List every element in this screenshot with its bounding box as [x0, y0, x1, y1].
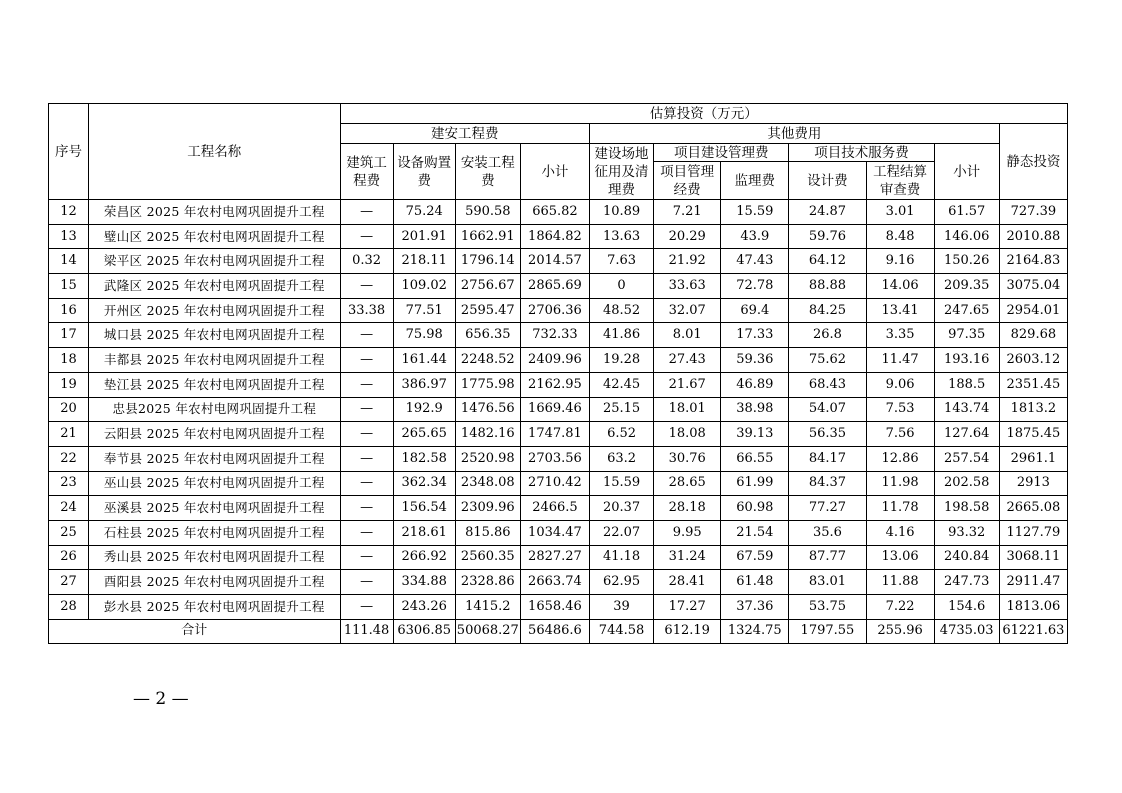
row-value-cell: 1669.46	[520, 397, 589, 422]
row-value-cell: —	[340, 545, 393, 570]
row-value-cell: —	[340, 422, 393, 447]
row-seq-cell: 16	[49, 298, 89, 323]
row-value-cell: —	[340, 520, 393, 545]
row-seq-cell: 22	[49, 446, 89, 471]
row-value-cell: 66.55	[721, 446, 789, 471]
table-row	[49, 323, 1068, 348]
row-value-cell: 9.06	[866, 372, 934, 397]
header-tech-group: 项目技术服务费	[789, 144, 934, 162]
row-value-cell: 17.27	[654, 595, 721, 620]
row-value-cell: 64.12	[789, 249, 866, 274]
table-row	[49, 372, 1068, 397]
row-value-cell: 150.26	[934, 249, 999, 274]
row-value-cell: 9.95	[654, 520, 721, 545]
page-number: — 2 —	[133, 689, 189, 709]
row-value-cell: 97.35	[934, 323, 999, 348]
row-value-cell: 18.01	[654, 397, 721, 422]
header-estimate: 估算投资（万元）	[340, 104, 1067, 124]
row-value-cell: 156.54	[393, 496, 455, 521]
header-building-fee: 建筑工程费	[340, 144, 393, 200]
row-project-name-cell: 垫江县 2025 年农村电网巩固提升工程	[89, 372, 340, 397]
row-seq-cell: 23	[49, 471, 89, 496]
row-value-cell: 54.07	[789, 397, 866, 422]
row-value-cell: 72.78	[721, 274, 789, 299]
row-value-cell: 732.33	[520, 323, 589, 348]
row-value-cell: 2663.74	[520, 570, 589, 595]
row-value-cell: 656.35	[455, 323, 520, 348]
table-row	[49, 397, 1068, 422]
row-value-cell: 11.98	[866, 471, 934, 496]
row-seq-cell: 20	[49, 397, 89, 422]
row-seq-cell: 14	[49, 249, 89, 274]
total-value-cell: 56486.6	[520, 619, 589, 643]
row-value-cell: 7.21	[654, 200, 721, 225]
row-project-name-cell: 秀山县 2025 年农村电网巩固提升工程	[89, 545, 340, 570]
row-value-cell: 61.99	[721, 471, 789, 496]
row-value-cell: 2309.96	[455, 496, 520, 521]
total-value-cell: 612.19	[654, 619, 721, 643]
header-land-fee: 建设场地征用及清理费	[590, 144, 654, 200]
row-value-cell: 2010.88	[999, 224, 1067, 249]
row-value-cell: 2954.01	[999, 298, 1067, 323]
row-seq-cell: 19	[49, 372, 89, 397]
row-project-name-cell: 丰都县 2025 年农村电网巩固提升工程	[89, 348, 340, 373]
row-value-cell: 815.86	[455, 520, 520, 545]
row-value-cell: 218.11	[393, 249, 455, 274]
header-static-investment: 静态投资	[999, 124, 1067, 200]
table-row	[49, 545, 1068, 570]
row-project-name-cell: 巫溪县 2025 年农村电网巩固提升工程	[89, 496, 340, 521]
row-seq-cell: 21	[49, 422, 89, 447]
row-value-cell: 240.84	[934, 545, 999, 570]
row-value-cell: —	[340, 323, 393, 348]
row-value-cell: 28.41	[654, 570, 721, 595]
total-value-cell: 255.96	[866, 619, 934, 643]
row-value-cell: 83.01	[789, 570, 866, 595]
header-design-fee: 设计费	[789, 162, 866, 200]
row-value-cell: 1415.2	[455, 595, 520, 620]
row-value-cell: 209.35	[934, 274, 999, 299]
row-value-cell: 2665.08	[999, 496, 1067, 521]
row-value-cell: 30.76	[654, 446, 721, 471]
row-value-cell: 15.59	[721, 200, 789, 225]
row-value-cell: 665.82	[520, 200, 589, 225]
table-row	[49, 200, 1068, 225]
row-value-cell: 18.08	[654, 422, 721, 447]
table-row	[49, 298, 1068, 323]
row-value-cell: 24.87	[789, 200, 866, 225]
header-other-fees: 其他费用	[590, 124, 1000, 144]
row-value-cell: 109.02	[393, 274, 455, 299]
row-value-cell: 1813.06	[999, 595, 1067, 620]
row-value-cell: 11.47	[866, 348, 934, 373]
row-value-cell: 1482.16	[455, 422, 520, 447]
row-value-cell: 7.22	[866, 595, 934, 620]
table-header	[49, 104, 1068, 200]
row-value-cell: 38.98	[721, 397, 789, 422]
row-value-cell: 48.52	[590, 298, 654, 323]
row-seq-cell: 13	[49, 224, 89, 249]
row-value-cell: 46.89	[721, 372, 789, 397]
row-value-cell: 2328.86	[455, 570, 520, 595]
header-mgmt-group: 项目建设管理费	[654, 144, 789, 162]
row-value-cell: 2961.1	[999, 446, 1067, 471]
row-value-cell: 3.35	[866, 323, 934, 348]
row-value-cell: 43.9	[721, 224, 789, 249]
total-value-cell: 111.48	[340, 619, 393, 643]
table-row	[49, 570, 1068, 595]
row-project-name-cell: 武隆区 2025 年农村电网巩固提升工程	[89, 274, 340, 299]
row-value-cell: —	[340, 274, 393, 299]
row-value-cell: 0.32	[340, 249, 393, 274]
row-value-cell: 62.95	[590, 570, 654, 595]
row-value-cell: 1127.79	[999, 520, 1067, 545]
table-row	[49, 422, 1068, 447]
row-value-cell: 25.15	[590, 397, 654, 422]
row-value-cell: 35.6	[789, 520, 866, 545]
row-value-cell: 20.29	[654, 224, 721, 249]
table-row	[49, 595, 1068, 620]
row-value-cell: 247.73	[934, 570, 999, 595]
row-project-name-cell: 城口县 2025 年农村电网巩固提升工程	[89, 323, 340, 348]
table-row	[49, 471, 1068, 496]
row-project-name-cell: 巫山县 2025 年农村电网巩固提升工程	[89, 471, 340, 496]
row-value-cell: 9.16	[866, 249, 934, 274]
row-value-cell: 3.01	[866, 200, 934, 225]
row-project-name-cell: 酉阳县 2025 年农村电网巩固提升工程	[89, 570, 340, 595]
row-seq-cell: 18	[49, 348, 89, 373]
row-value-cell: 67.59	[721, 545, 789, 570]
header-subtotal-1: 小计	[520, 144, 589, 200]
row-value-cell: 3068.11	[999, 545, 1067, 570]
row-value-cell: 2913	[999, 471, 1067, 496]
row-value-cell: 41.86	[590, 323, 654, 348]
row-value-cell: 93.32	[934, 520, 999, 545]
row-value-cell: 14.06	[866, 274, 934, 299]
header-supervision-fee: 监理费	[721, 162, 789, 200]
row-value-cell: 31.24	[654, 545, 721, 570]
row-value-cell: 257.54	[934, 446, 999, 471]
row-seq-cell: 24	[49, 496, 89, 521]
row-value-cell: 590.58	[455, 200, 520, 225]
row-value-cell: —	[340, 446, 393, 471]
row-value-cell: 22.07	[590, 520, 654, 545]
table-total	[49, 619, 1068, 643]
row-value-cell: 28.65	[654, 471, 721, 496]
row-value-cell: 61.48	[721, 570, 789, 595]
header-project-mgmt-fee: 项目管理经费	[654, 162, 721, 200]
row-value-cell: 243.26	[393, 595, 455, 620]
row-value-cell: 77.51	[393, 298, 455, 323]
row-value-cell: —	[340, 397, 393, 422]
row-value-cell: 75.62	[789, 348, 866, 373]
row-value-cell: 4.16	[866, 520, 934, 545]
row-value-cell: —	[340, 372, 393, 397]
row-value-cell: 1864.82	[520, 224, 589, 249]
row-value-cell: 41.18	[590, 545, 654, 570]
header-install-fee: 安装工程费	[455, 144, 520, 200]
row-value-cell: 1875.45	[999, 422, 1067, 447]
row-value-cell: 1034.47	[520, 520, 589, 545]
row-value-cell: 198.58	[934, 496, 999, 521]
row-value-cell: 27.43	[654, 348, 721, 373]
row-value-cell: 2706.36	[520, 298, 589, 323]
row-value-cell: 146.06	[934, 224, 999, 249]
row-value-cell: 68.43	[789, 372, 866, 397]
row-value-cell: 218.61	[393, 520, 455, 545]
row-value-cell: 59.76	[789, 224, 866, 249]
row-value-cell: 17.33	[721, 323, 789, 348]
row-project-name-cell: 石柱县 2025 年农村电网巩固提升工程	[89, 520, 340, 545]
row-project-name-cell: 奉节县 2025 年农村电网巩固提升工程	[89, 446, 340, 471]
row-project-name-cell: 梁平区 2025 年农村电网巩固提升工程	[89, 249, 340, 274]
row-value-cell: —	[340, 570, 393, 595]
row-value-cell: 19.28	[590, 348, 654, 373]
row-value-cell: 61.57	[934, 200, 999, 225]
row-value-cell: —	[340, 200, 393, 225]
row-value-cell: 1658.46	[520, 595, 589, 620]
row-value-cell: 2710.42	[520, 471, 589, 496]
total-value-cell: 50068.27	[455, 619, 520, 643]
row-value-cell: 33.63	[654, 274, 721, 299]
row-value-cell: 39	[590, 595, 654, 620]
row-value-cell: 63.2	[590, 446, 654, 471]
row-value-cell: 8.48	[866, 224, 934, 249]
row-value-cell: 7.56	[866, 422, 934, 447]
row-project-name-cell: 云阳县 2025 年农村电网巩固提升工程	[89, 422, 340, 447]
row-value-cell: 7.63	[590, 249, 654, 274]
row-value-cell: 2348.08	[455, 471, 520, 496]
total-value-cell: 4735.03	[934, 619, 999, 643]
row-value-cell: 8.01	[654, 323, 721, 348]
row-value-cell: 75.98	[393, 323, 455, 348]
row-value-cell: 21.67	[654, 372, 721, 397]
header-construction-install: 建安工程费	[340, 124, 589, 144]
table-row	[49, 249, 1068, 274]
header-project-name: 工程名称	[89, 104, 340, 200]
row-value-cell: 1747.81	[520, 422, 589, 447]
table-row	[49, 520, 1068, 545]
table-row	[49, 496, 1068, 521]
row-value-cell: 2865.69	[520, 274, 589, 299]
row-value-cell: 829.68	[999, 323, 1067, 348]
header-seq: 序号	[49, 104, 89, 200]
total-value-cell: 1324.75	[721, 619, 789, 643]
row-value-cell: 1476.56	[455, 397, 520, 422]
row-value-cell: 201.91	[393, 224, 455, 249]
row-value-cell: 202.58	[934, 471, 999, 496]
row-value-cell: 13.06	[866, 545, 934, 570]
row-value-cell: 84.37	[789, 471, 866, 496]
row-value-cell: 21.54	[721, 520, 789, 545]
row-value-cell: 75.24	[393, 200, 455, 225]
row-value-cell: 6.52	[590, 422, 654, 447]
row-value-cell: 727.39	[999, 200, 1067, 225]
total-value-cell: 744.58	[590, 619, 654, 643]
table-row	[49, 348, 1068, 373]
row-value-cell: 2911.47	[999, 570, 1067, 595]
row-project-name-cell: 忠县2025 年农村电网巩固提升工程	[89, 397, 340, 422]
row-value-cell: 2703.56	[520, 446, 589, 471]
row-value-cell: 11.88	[866, 570, 934, 595]
row-project-name-cell: 璧山区 2025 年农村电网巩固提升工程	[89, 224, 340, 249]
row-value-cell: 39.13	[721, 422, 789, 447]
row-value-cell: —	[340, 224, 393, 249]
row-value-cell: 1662.91	[455, 224, 520, 249]
row-value-cell: 56.35	[789, 422, 866, 447]
row-value-cell: 2603.12	[999, 348, 1067, 373]
row-value-cell: 60.98	[721, 496, 789, 521]
row-value-cell: 21.92	[654, 249, 721, 274]
row-value-cell: 3075.04	[999, 274, 1067, 299]
row-value-cell: 193.16	[934, 348, 999, 373]
row-value-cell: 154.6	[934, 595, 999, 620]
row-value-cell: 334.88	[393, 570, 455, 595]
row-value-cell: —	[340, 471, 393, 496]
row-value-cell: 33.38	[340, 298, 393, 323]
row-value-cell: 26.8	[789, 323, 866, 348]
row-value-cell: 2466.5	[520, 496, 589, 521]
row-value-cell: 188.5	[934, 372, 999, 397]
row-value-cell: 42.45	[590, 372, 654, 397]
header-audit-fee: 工程结算审查费	[866, 162, 934, 200]
row-seq-cell: 27	[49, 570, 89, 595]
row-value-cell: 87.77	[789, 545, 866, 570]
investment-table	[48, 103, 1068, 644]
row-value-cell: 1813.2	[999, 397, 1067, 422]
row-value-cell: 182.58	[393, 446, 455, 471]
row-value-cell: 69.4	[721, 298, 789, 323]
table-body	[49, 200, 1068, 620]
row-value-cell: —	[340, 595, 393, 620]
row-value-cell: 59.36	[721, 348, 789, 373]
row-value-cell: 362.34	[393, 471, 455, 496]
row-value-cell: 0	[590, 274, 654, 299]
row-seq-cell: 17	[49, 323, 89, 348]
row-seq-cell: 12	[49, 200, 89, 225]
total-value-cell: 1797.55	[789, 619, 866, 643]
row-value-cell: 20.37	[590, 496, 654, 521]
row-value-cell: 2560.35	[455, 545, 520, 570]
total-value-cell: 61221.63	[999, 619, 1067, 643]
row-project-name-cell: 荣昌区 2025 年农村电网巩固提升工程	[89, 200, 340, 225]
row-value-cell: 266.92	[393, 545, 455, 570]
row-value-cell: 88.88	[789, 274, 866, 299]
row-value-cell: 32.07	[654, 298, 721, 323]
row-value-cell: 2409.96	[520, 348, 589, 373]
row-value-cell: —	[340, 496, 393, 521]
total-value-cell: 6306.85	[393, 619, 455, 643]
row-value-cell: 13.63	[590, 224, 654, 249]
row-value-cell: 386.97	[393, 372, 455, 397]
row-value-cell: 2164.83	[999, 249, 1067, 274]
row-seq-cell: 26	[49, 545, 89, 570]
total-row	[49, 619, 1068, 643]
row-project-name-cell: 彭水县 2025 年农村电网巩固提升工程	[89, 595, 340, 620]
row-value-cell: 1775.98	[455, 372, 520, 397]
row-project-name-cell: 开州区 2025 年农村电网巩固提升工程	[89, 298, 340, 323]
row-value-cell: 77.27	[789, 496, 866, 521]
row-value-cell: 7.53	[866, 397, 934, 422]
row-value-cell: 84.25	[789, 298, 866, 323]
table-row	[49, 274, 1068, 299]
row-value-cell: 13.41	[866, 298, 934, 323]
table-row	[49, 446, 1068, 471]
row-value-cell: 161.44	[393, 348, 455, 373]
row-value-cell: 2248.52	[455, 348, 520, 373]
row-value-cell: 11.78	[866, 496, 934, 521]
header-equipment-fee: 设备购置费	[393, 144, 455, 200]
table-row	[49, 224, 1068, 249]
row-value-cell: 2827.27	[520, 545, 589, 570]
row-value-cell: 192.9	[393, 397, 455, 422]
row-value-cell: 2351.45	[999, 372, 1067, 397]
row-seq-cell: 28	[49, 595, 89, 620]
total-label-cell: 合计	[49, 619, 341, 643]
row-value-cell: 2756.67	[455, 274, 520, 299]
row-value-cell: 2595.47	[455, 298, 520, 323]
row-value-cell: 265.65	[393, 422, 455, 447]
row-value-cell: 15.59	[590, 471, 654, 496]
row-value-cell: 127.64	[934, 422, 999, 447]
header-subtotal-2: 小计	[934, 144, 999, 200]
row-value-cell: 47.43	[721, 249, 789, 274]
row-seq-cell: 25	[49, 520, 89, 545]
row-value-cell: 2162.95	[520, 372, 589, 397]
row-value-cell: 53.75	[789, 595, 866, 620]
row-seq-cell: 15	[49, 274, 89, 299]
row-value-cell: 2014.57	[520, 249, 589, 274]
row-value-cell: 10.89	[590, 200, 654, 225]
row-value-cell: 28.18	[654, 496, 721, 521]
row-value-cell: 84.17	[789, 446, 866, 471]
row-value-cell: 143.74	[934, 397, 999, 422]
row-value-cell: 1796.14	[455, 249, 520, 274]
row-value-cell: 12.86	[866, 446, 934, 471]
row-value-cell: 2520.98	[455, 446, 520, 471]
row-value-cell: 37.36	[721, 595, 789, 620]
row-value-cell: —	[340, 348, 393, 373]
row-value-cell: 247.65	[934, 298, 999, 323]
